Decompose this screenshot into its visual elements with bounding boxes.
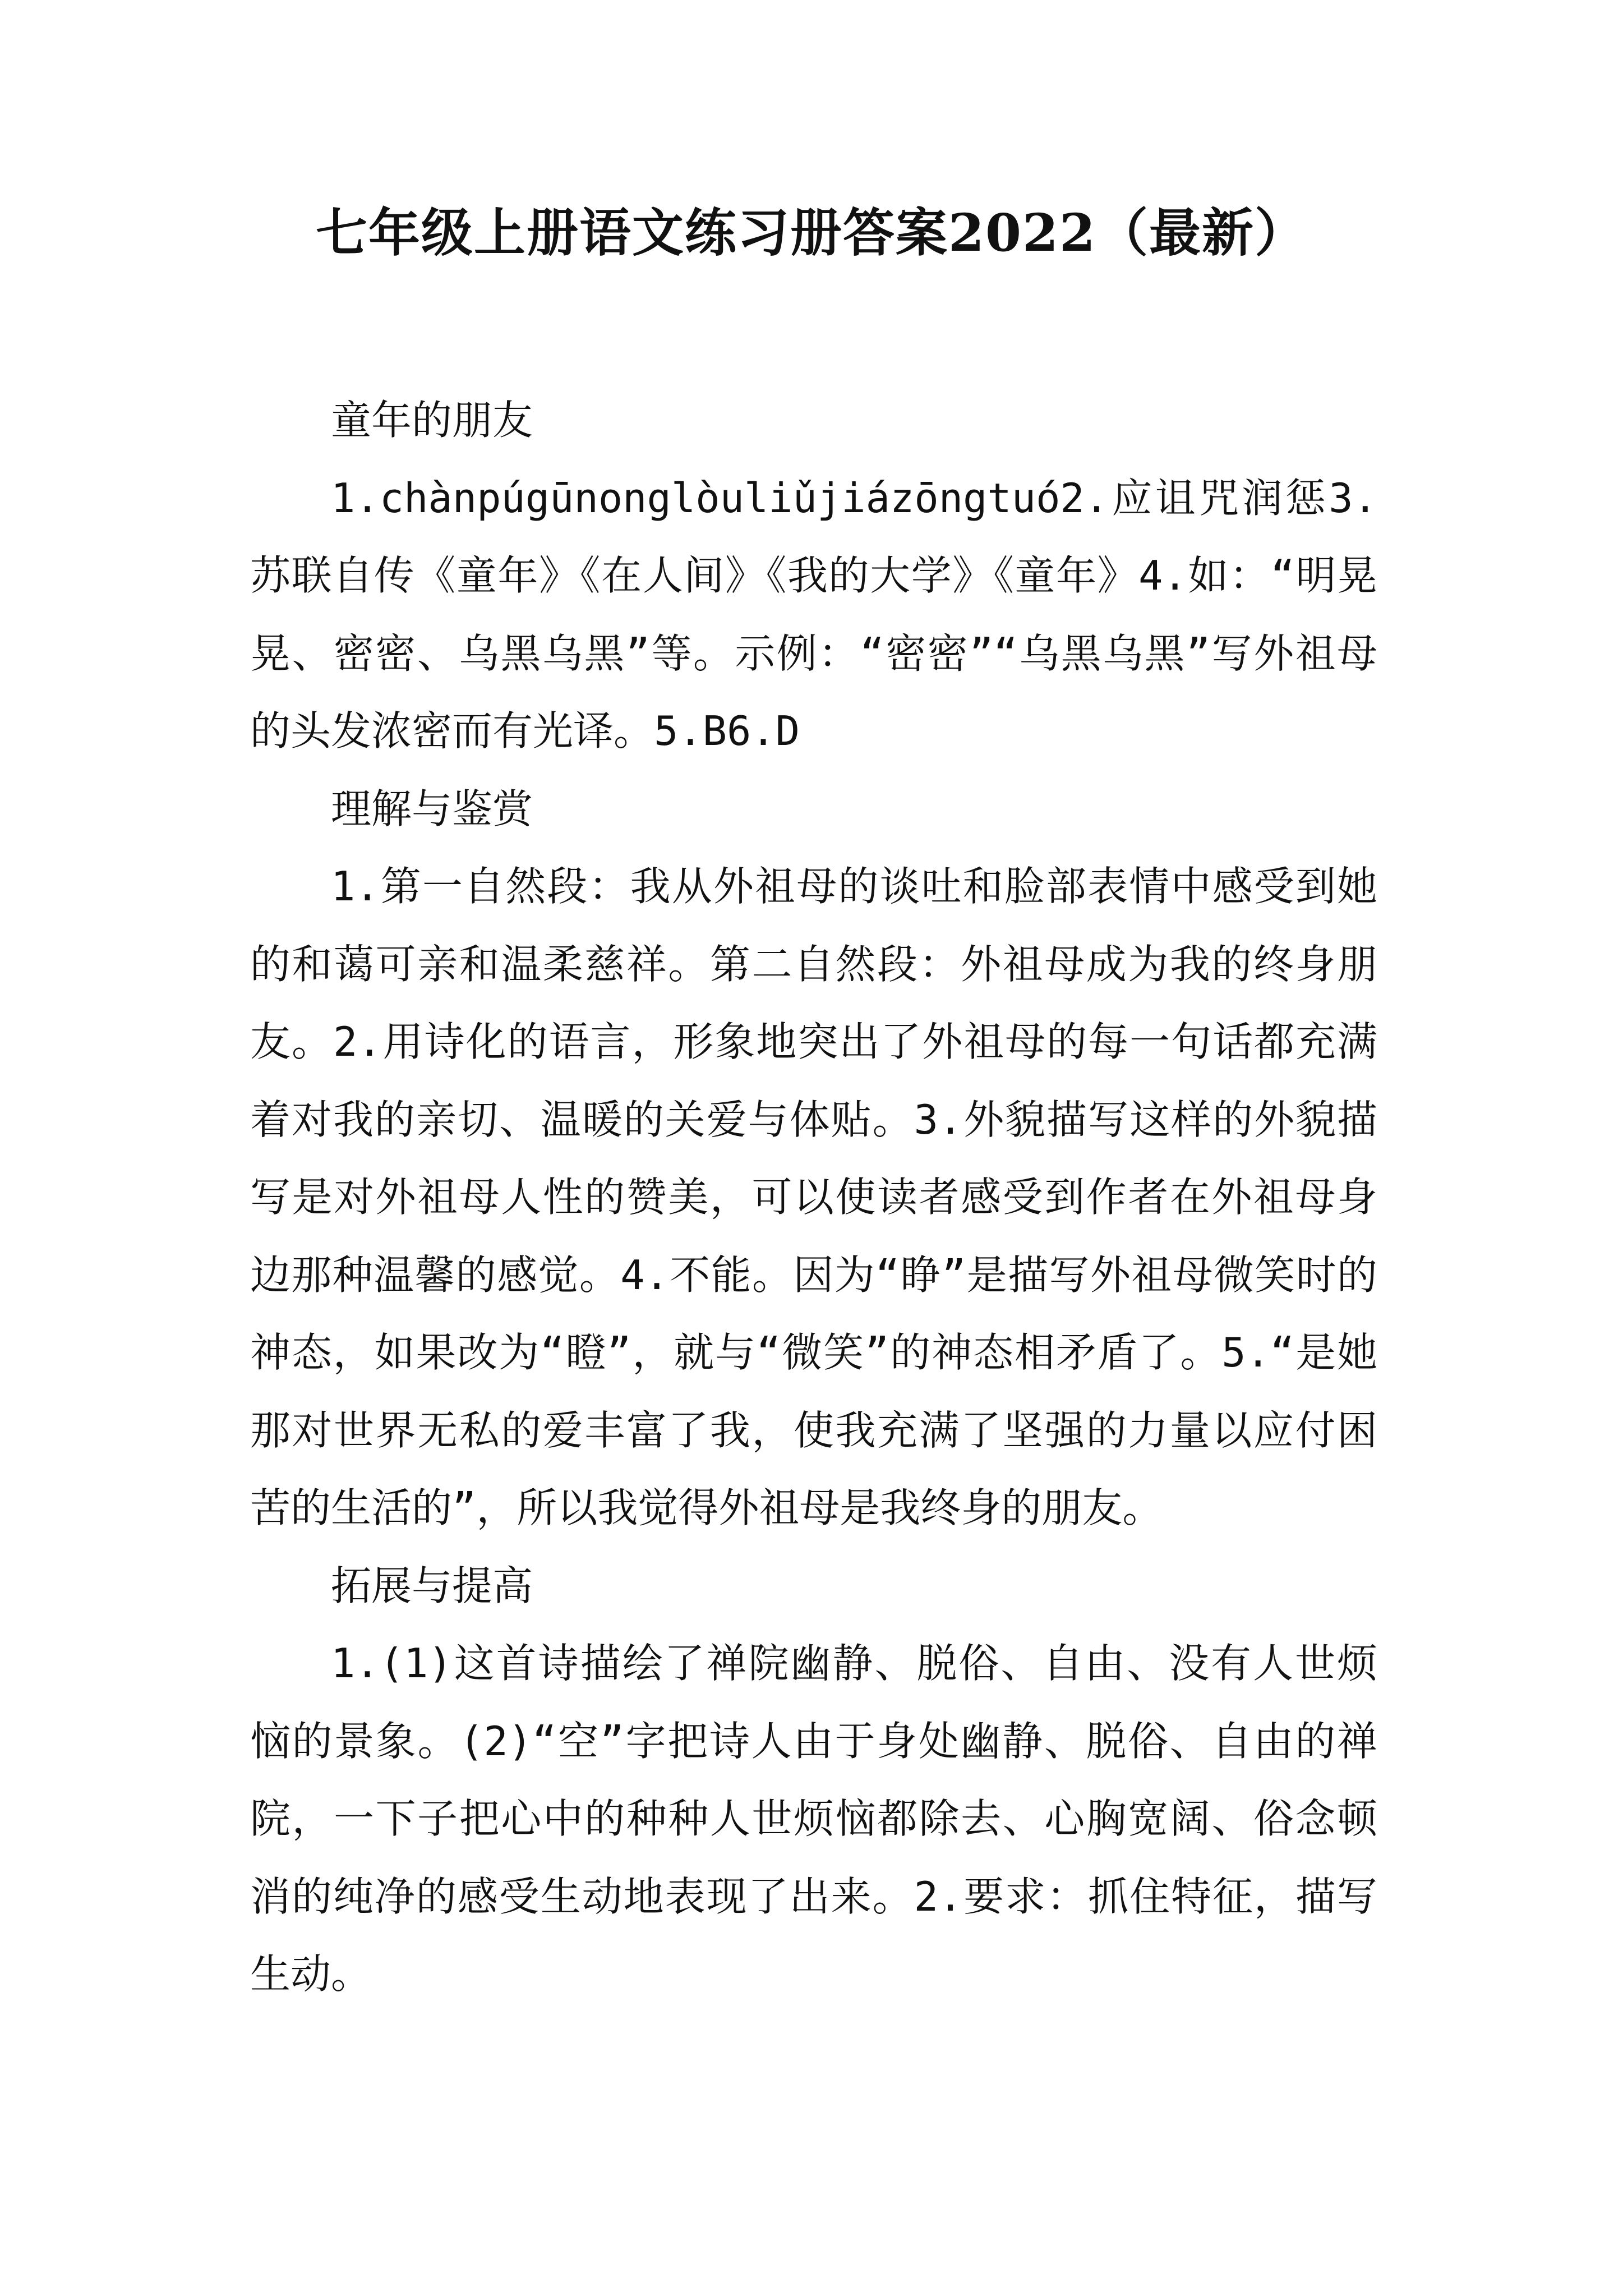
section-heading-extension: 拓展与提高	[331, 1562, 533, 1609]
section-body-childhood-friend: 1.chànpúgūnonglòuliǔjiázōngtuó2.应诅咒润惩3.苏联自传《童年》《在人间》《我的大学》《童年》4.如：“明晃晃、密密、乌黑乌黑”等。示例：“密密”“乌黑乌黑”写外祖母的头发浓密而有光译。5.B6.D	[250, 474, 1377, 754]
document-title: 七年级上册语文练习册答案2022（最新）	[315, 203, 1308, 263]
section-body-understanding: 1.第一自然段：我从外祖母的谈吐和脸部表情中感受到她的和蔼可亲和温柔慈祥。第二自然段：外祖母成为我的终身朋友。2.用诗化的语言，形象地突出了外祖母的每一句话都充满着对我的亲切、温暖的关爱与体贴。3.外貌描写这样的外貌描写是对外祖母人性的赞美，可以使读者感受到作者在外祖母身边那种温馨的感觉。4.不能。因为“睁”是描写外祖母微笑时的神态，如果改为“瞪”，就与“微笑”的神态相矛盾了。5.“是她那对世界无私的爱丰富了我，使我充满了坚强的力量以应付困苦的生活的”，所以我觉得外祖母是我终身的朋友。	[250, 863, 1377, 1531]
section-heading-childhood-friend: 童年的朋友	[331, 397, 533, 444]
section-heading-understanding: 理解与鉴赏	[331, 785, 533, 832]
document-body	[250, 381, 1377, 2013]
section-body-extension: 1.(1)这首诗描绘了禅院幽静、脱俗、自由、没有人世烦恼的景象。(2)“空”字把诗人由于身处幽静、脱俗、自由的禅院，一下子把心中的种种人世烦恼都除去、心胸宽阔、俗念顿消的纯净的感受生动地表现了出来。2.要求：抓住特征，描写生动。	[250, 1640, 1377, 1998]
